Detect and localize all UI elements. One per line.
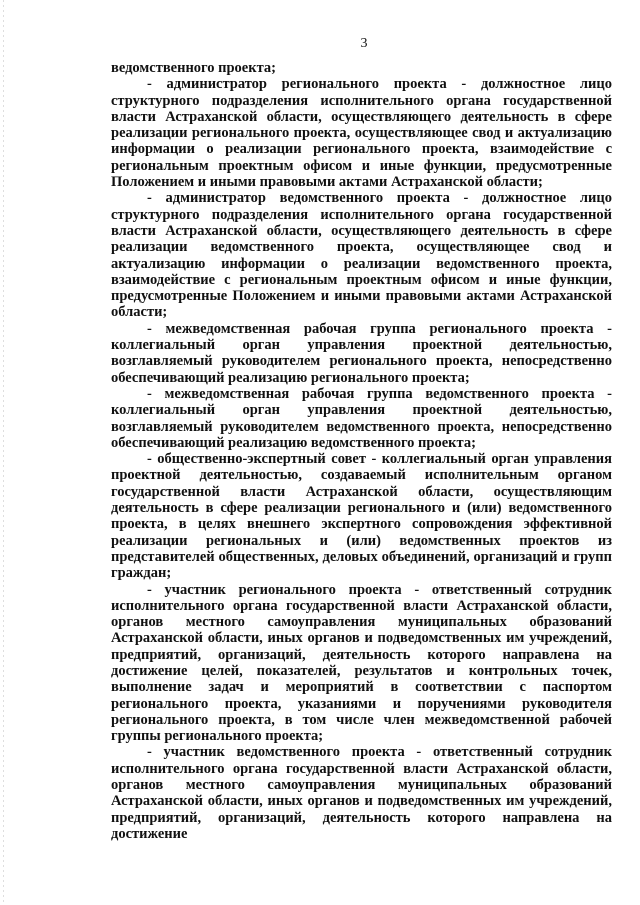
paragraph: - межведомственная рабочая группа регионального проекта - коллегиальный орган управления проектной деятельностью, возглавляемый руководителем регионального проекта, непосредственно обеспечивающий реализацию регионального проекта;: [111, 320, 612, 386]
paragraph: - администратор ведомственного проекта - должностное лицо структурного подразделения исполнительного органа государственной власти Астраханской области, осуществляющего деятельность в сфере реализации ведомственного проекта, осуществляющее свод и актуализацию информации о реализации ведомственного проекта, взаимодействие с региональным проектным офисом и иные функции, предусмотренные Положением и иными правовыми актами Астраханской области;: [111, 190, 612, 321]
paragraph: - участник регионального проекта - ответственный сотрудник исполнительного органа государственной власти Астраханской области, органов местного самоуправления муниципальных образований Астраханской области, иных органов и подведомственных им учреждений, предприятий, организаций, деятельность которого направлена на достижение целей, показателей, результатов и контрольных точек, выполнение задач и мероприятий в соответствии с паспортом регионального проекта, указаниями и поручениями руководителя регионального проекта, в том числе член межведомственной рабочей группы регионального проекта;: [111, 581, 612, 745]
paragraph: ведомственного проекта;: [111, 60, 276, 76]
paragraph: - общественно-экспертный совет - коллегиальный орган управления проектной деятельностью, создаваемый исполнительным органом государственной власти Астраханской области, осуществляющим деятельность в сфере реализации регионального и (или) ведомственного проекта, в целях внешнего экспертного сопровождения эффективной реализации региональных и (или) ведомственных проектов из представителей общественных, деловых объединений, организаций и групп граждан;: [111, 451, 612, 582]
page-number: 3: [360, 36, 368, 51]
document-body: [111, 60, 612, 842]
paragraph: - администратор регионального проекта - должностное лицо структурного подразделения исполнительного органа государственной власти Астраханской области, осуществляющего деятельность в сфере реализации регионального проекта, осуществляющее свод и актуализацию информации о реализации регионального проекта, взаимодействие с региональным проектным офисом и иные функции, предусмотренные Положением и иными правовыми актами Астраханской области;: [111, 76, 612, 191]
paragraph: - межведомственная рабочая группа ведомственного проекта - коллегиальный орган управления проектной деятельностью, возглавляемый руководителем ведомственного проекта, непосредственно обеспечивающий реализацию ведомственного проекта;: [111, 385, 612, 451]
scan-edge-artifact: [3, 0, 4, 905]
paragraph: - участник ведомственного проекта - ответственный сотрудник исполнительного органа государственной власти Астраханской области, органов местного самоуправления муниципальных образований Астраханской области, иных органов и подведомственных им учреждений, предприятий, организаций, деятельность которого направлена на достижение: [111, 744, 612, 842]
